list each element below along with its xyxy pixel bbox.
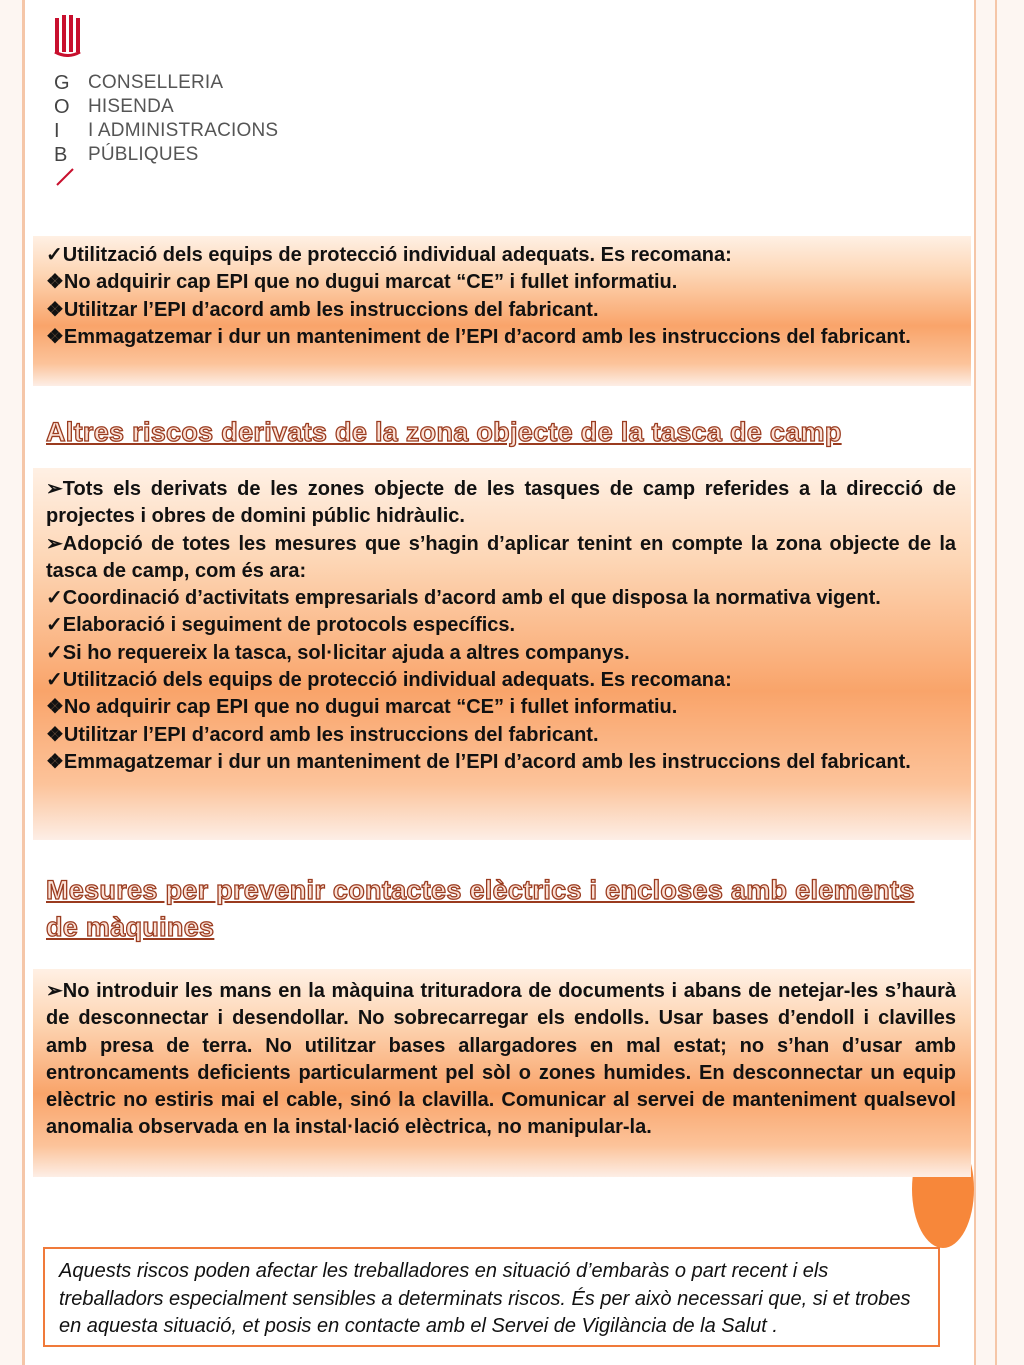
health-surveillance-note: Aquests riscos poden afectar les treballadores en situació d’embaràs o part recent i els treballadors especialment sensibles a determinats riscos. És per això necessari que, si et trobes en aquesta situació, et posis en contacte amb el Servei de Vigilància de la Salut . bbox=[43, 1247, 940, 1347]
list-item: ✓Si ho requereix la tasca, sol·licitar ajuda a altres companys. bbox=[46, 641, 630, 664]
page-frame-right-inner bbox=[974, 0, 976, 1365]
list-item: ❖Utilitzar l’EPI d’acord amb les instruccions del fabricant. bbox=[46, 723, 599, 746]
logo-department-name bbox=[88, 71, 328, 167]
section-heading-electrical: Mesures per prevenir contactes elèctrics i encloses amb elements de màquines bbox=[46, 875, 915, 942]
list-item: ❖No adquirir cap EPI que no dugui marcat “CE” i fullet informatiu. bbox=[46, 271, 678, 294]
list-item: ❖Utilitzar l’EPI d’acord amb les instruccions del fabricant. bbox=[46, 298, 599, 321]
coat-of-arms-icon bbox=[53, 15, 83, 57]
list-item: ✓Coordinació d’activitats empresarials d’acord amb el que disposa la normativa vigent. bbox=[46, 587, 881, 610]
list-item: ✓Utilització dels equips de protecció individual adequats. Es recomana: bbox=[46, 669, 732, 692]
list-item: ➢Adopció de totes les mesures que s’hagin d’aplicar tenint en compte la zona objecte de la tasca de camp, com és ara: bbox=[46, 532, 956, 582]
logo-letter: I bbox=[54, 120, 60, 142]
page-frame-right-outer bbox=[995, 0, 997, 1365]
paragraph: ➢No introduir les mans en la màquina trituradora de documents i abans de netejar-les s’haurà de desconnectar i desendollar. No sobrecarregar els endolls. Usar bases d’endoll i clavilles amb presa de terra. No utilitzar bases allargadores en mal estat; no s’han d’usar amb entroncaments deficients particularment pel sòl o zones humides. En desconnectar un equip elèctric no estiris mai el cable, sinó la clavilla. Comunicar al servei de manteniment qualsevol anomalia observada en la instal·lació elèctrica, no manipular-la. bbox=[46, 980, 956, 1139]
list-item: ✓Elaboració i seguiment de protocols específics. bbox=[46, 614, 516, 637]
logo-letter: G bbox=[54, 72, 70, 94]
logo-line: CONSELLERIA bbox=[88, 72, 224, 93]
other-risks-box bbox=[33, 468, 971, 840]
list-item: ✓Utilització dels equips de protecció individual adequats. Es recomana: bbox=[46, 244, 732, 266]
logo-slash-icon bbox=[55, 167, 75, 187]
logo-letters bbox=[54, 71, 84, 167]
logo-line: I ADMINISTRACIONS bbox=[88, 120, 279, 141]
list-item: ➢Tots els derivats de les zones objecte de les tasques de camp referides a la direcció de projectes i obres de domini públic hidràulic. bbox=[46, 478, 956, 528]
logo-line: PÚBLIQUES bbox=[88, 144, 199, 165]
list-item: ❖Emmagatzemar i dur un manteniment de l’EPI d’acord amb les instruccions del fabricant. bbox=[46, 325, 911, 348]
ppe-recommendations-box bbox=[33, 236, 971, 386]
list-item: ❖Emmagatzemar i dur un manteniment de l’EPI d’acord amb les instruccions del fabricant. bbox=[46, 750, 911, 773]
electrical-measures-box bbox=[33, 969, 971, 1177]
logo-letter: O bbox=[54, 96, 70, 118]
logo-letter: B bbox=[54, 144, 68, 166]
list-item: ❖No adquirir cap EPI que no dugui marcat “CE” i fullet informatiu. bbox=[46, 696, 678, 719]
logo-line: HISENDA bbox=[88, 96, 174, 117]
section-heading-other-risks: Altres riscos derivats de la zona objecte de la tasca de camp bbox=[46, 417, 842, 447]
